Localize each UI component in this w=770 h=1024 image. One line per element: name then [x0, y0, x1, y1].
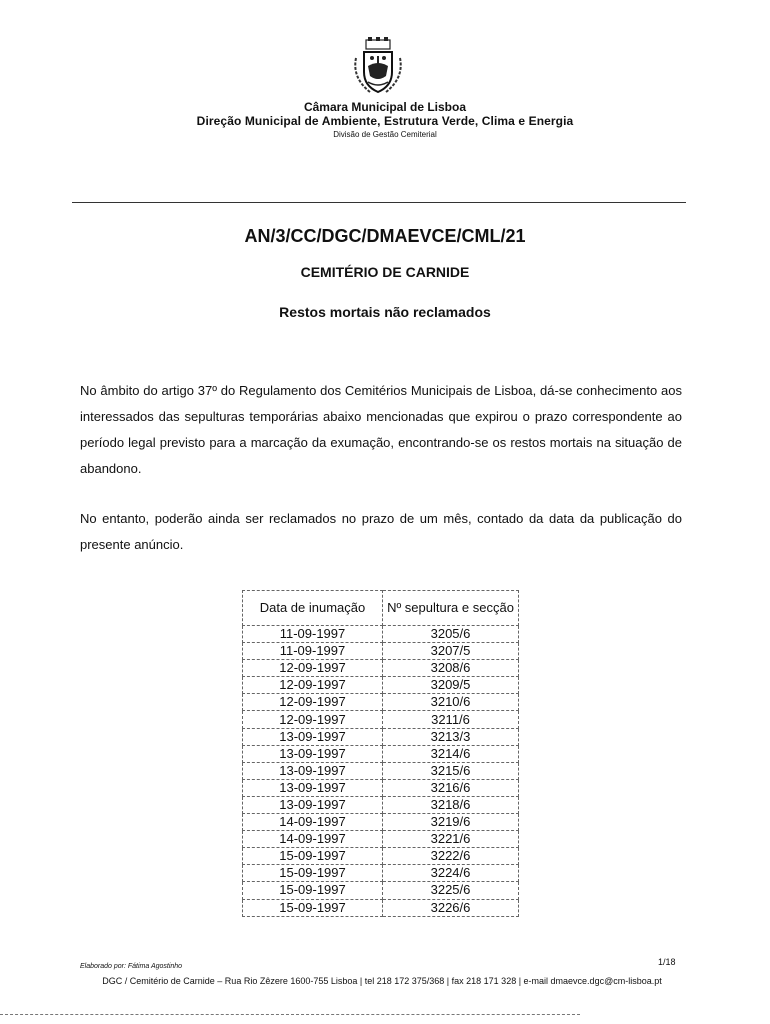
grave-number-cell: 3226/6 [383, 899, 519, 916]
page-number: 1/18 [658, 957, 676, 967]
cemetery-title: CEMITÉRIO DE CARNIDE [300, 264, 470, 280]
grave-number-cell: 3224/6 [383, 865, 519, 882]
header-burial-date: Data de inumação [243, 591, 383, 626]
header-divider [72, 202, 686, 203]
burial-date-cell: 15-09-1997 [243, 899, 383, 916]
table-row [243, 677, 519, 694]
table-row [243, 882, 519, 899]
table-row [243, 694, 519, 711]
burial-date-cell: 12-09-1997 [243, 711, 383, 728]
grave-number-cell: 3216/6 [383, 779, 519, 796]
burial-date-cell: 13-09-1997 [243, 796, 383, 813]
table-row [243, 745, 519, 762]
table-row [243, 831, 519, 848]
table-row [243, 643, 519, 660]
lisbon-coat-of-arms-icon [346, 36, 410, 98]
burial-date-cell: 14-09-1997 [243, 814, 383, 831]
grave-number-cell: 3207/5 [383, 643, 519, 660]
grave-number-cell: 3215/6 [383, 762, 519, 779]
grave-number-cell: 3208/6 [383, 660, 519, 677]
grave-number-cell: 3214/6 [383, 745, 519, 762]
grave-number-cell: 3221/6 [383, 831, 519, 848]
burial-date-cell: 11-09-1997 [243, 626, 383, 643]
notice-paragraph-1: No âmbito do artigo 37º do Regulamento dos Cemitérios Municipais de Lisboa, dá-se conhecimento aos interessados das sepulturas temporárias abaixo mencionadas que expirou o prazo correspondente ao período legal previsto para a marcação da exumação, encontrando-se os restos mortais na situação de abandono. [80, 383, 682, 476]
notice-paragraph-2: No entanto, poderão ainda ser reclamados no prazo de um mês, contado da data da publicação do presente anúncio. [80, 511, 682, 552]
header-grave-section: Nº sepultura e secção [383, 591, 519, 626]
table-row [243, 660, 519, 677]
footer-contact: DGC / Cemitério de Carnide – Rua Rio Zêzere 1600-755 Lisboa | tel 218 172 375/368 | fax 218 171 328 | e-mail dmaevce.dgc@cm-lisboa.pt [102, 976, 662, 986]
burial-date-cell: 13-09-1997 [243, 728, 383, 745]
grave-number-cell: 3211/6 [383, 711, 519, 728]
grave-number-cell: 3213/3 [383, 728, 519, 745]
burial-date-cell: 13-09-1997 [243, 762, 383, 779]
burial-date-cell: 13-09-1997 [243, 779, 383, 796]
grave-number-cell: 3219/6 [383, 814, 519, 831]
table-row [243, 626, 519, 643]
table-row [243, 814, 519, 831]
grave-number-cell: 3225/6 [383, 882, 519, 899]
graves-table [242, 590, 519, 917]
burial-date-cell: 12-09-1997 [243, 694, 383, 711]
footer-divider [0, 1014, 580, 1015]
burial-date-cell: 14-09-1997 [243, 831, 383, 848]
table-row [243, 762, 519, 779]
division-name: Divisão de Gestão Cemiterial [333, 130, 437, 139]
burial-date-cell: 12-09-1997 [243, 660, 383, 677]
notice-subject: Restos mortais não reclamados [279, 304, 491, 320]
table-row [243, 848, 519, 865]
organization-name: Câmara Municipal de Lisboa [303, 100, 467, 114]
burial-date-cell: 13-09-1997 [243, 745, 383, 762]
burial-date-cell: 11-09-1997 [243, 643, 383, 660]
grave-number-cell: 3222/6 [383, 848, 519, 865]
burial-date-cell: 12-09-1997 [243, 677, 383, 694]
directorate-name: Direção Municipal de Ambiente, Estrutura Verde, Clima e Energia [196, 114, 574, 128]
table-row [243, 728, 519, 745]
grave-number-cell: 3209/5 [383, 677, 519, 694]
grave-number-cell: 3218/6 [383, 796, 519, 813]
table-row [243, 779, 519, 796]
burial-date-cell: 15-09-1997 [243, 865, 383, 882]
table-row [243, 711, 519, 728]
burial-date-cell: 15-09-1997 [243, 848, 383, 865]
table-row [243, 899, 519, 916]
grave-number-cell: 3205/6 [383, 626, 519, 643]
burial-date-cell: 15-09-1997 [243, 882, 383, 899]
grave-number-cell: 3210/6 [383, 694, 519, 711]
table-header-row [243, 591, 519, 626]
table-row [243, 865, 519, 882]
document-reference: AN/3/CC/DGC/DMAEVCE/CML/21 [244, 226, 526, 246]
prepared-by: Elaborado por: Fátima Agostinho [80, 963, 183, 970]
table-row [243, 796, 519, 813]
